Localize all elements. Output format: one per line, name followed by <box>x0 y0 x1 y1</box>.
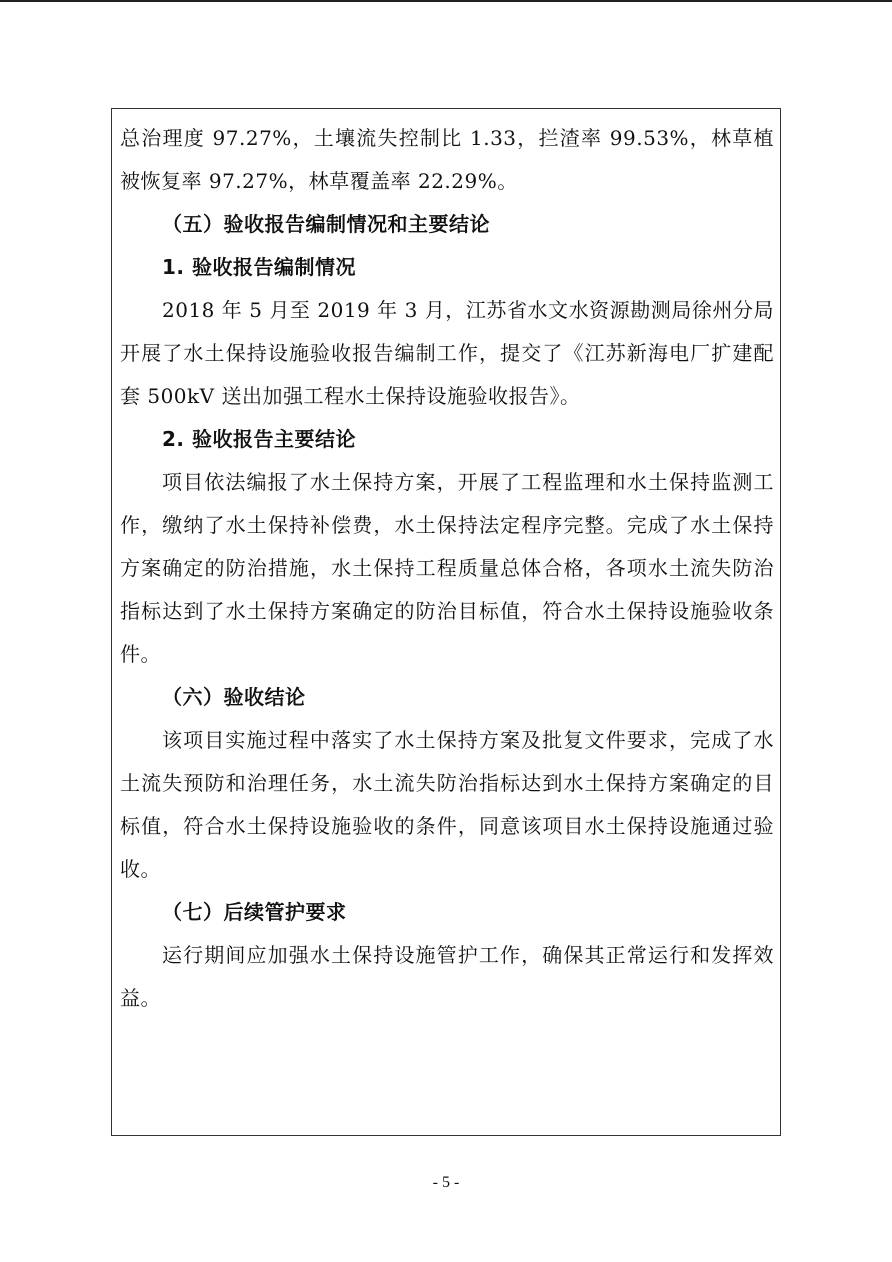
section-heading-6: （六）验收结论 <box>162 685 306 709</box>
paragraph-report-conclusions: 项目依法编报了水土保持方案，开展了工程监理和水土保持监测工作，缴纳了水土保持补偿费，水土保持法定程序完整。完成了水土保持方案确定的防治措施，水土保持工程质量总体合格，各项水土流失防治指标达到了水土保持方案确定的防治目标值，符合水土保持设施验收条件。 <box>120 470 774 666</box>
paragraph-acceptance-conclusion: 该项目实施过程中落实了水土保持方案及批复文件要求，完成了水土流失预防和治理任务，水土流失防治指标达到水土保持方案确定的目标值，符合水土保持设施验收的条件，同意该项目水土保持设施通过验收。 <box>120 728 774 881</box>
paragraph-maintenance: 运行期间应加强水土保持设施管护工作，确保其正常运行和发挥效益。 <box>120 943 774 1010</box>
paragraph-indicators-continued: 总治理度 97.27%，土壤流失控制比 1.33，拦渣率 99.53%，林草植被恢复率 97.27%，林草覆盖率 22.29%。 <box>120 126 774 193</box>
subheading-report-conclusions: 2. 验收报告主要结论 <box>162 427 356 451</box>
page-number: - 5 - <box>432 1174 460 1191</box>
section-heading-7: （七）后续管护要求 <box>162 900 347 924</box>
document-body <box>120 117 774 1020</box>
section-heading-5: （五）验收报告编制情况和主要结论 <box>162 212 490 236</box>
paragraph-report-preparation: 2018 年 5 月至 2019 年 3 月，江苏省水文水资源勘测局徐州分局开展了水土保持设施验收报告编制工作，提交了《江苏新海电厂扩建配套 500kV 送出加强工程水土保持设施验收报告》。 <box>120 298 774 408</box>
top-border-line <box>0 0 892 2</box>
subheading-report-preparation: 1. 验收报告编制情况 <box>162 255 356 279</box>
